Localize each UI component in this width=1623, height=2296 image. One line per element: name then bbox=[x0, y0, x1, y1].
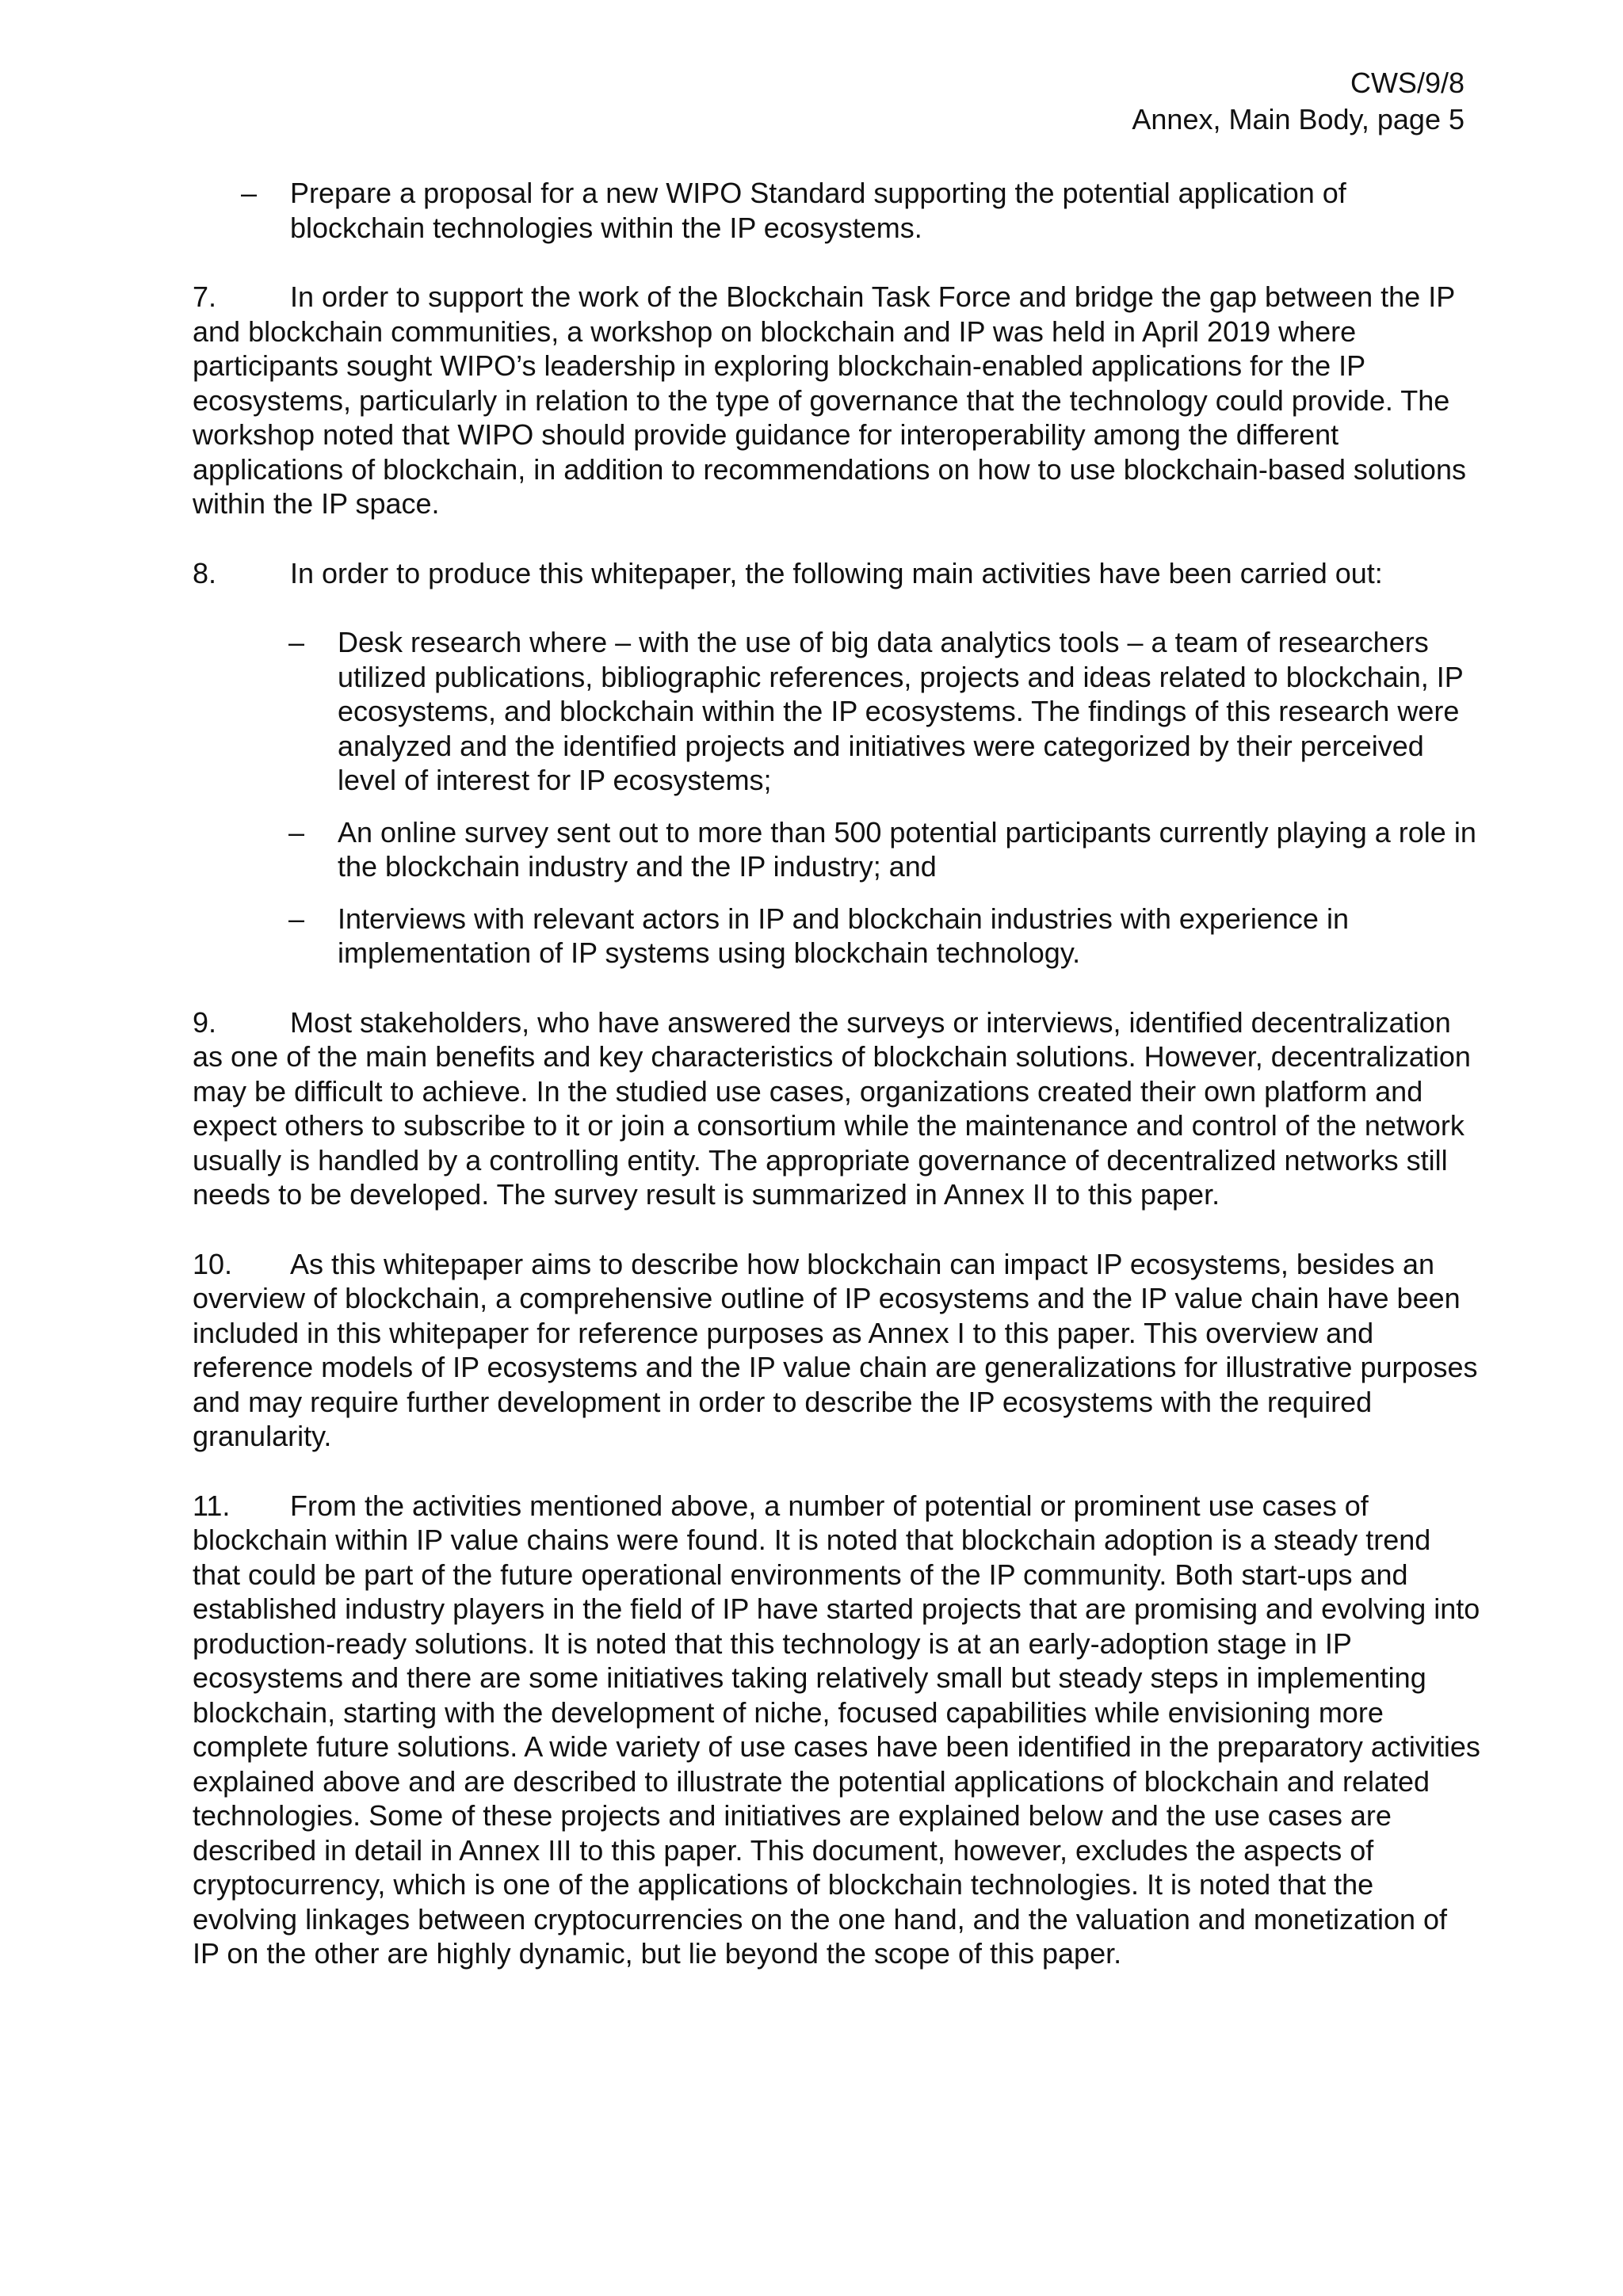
paragraph-number: 11. bbox=[193, 1489, 231, 1522]
list-item bbox=[193, 625, 1480, 798]
paragraph-10 bbox=[193, 1247, 1480, 1454]
intro-list-item bbox=[193, 176, 1480, 245]
paragraph-text: Most stakeholders, who have answered the surveys or interviews, identified decentralization as one of the main benefits and key characteristics of blockchain solutions. However, decentralization may be difficult to achieve. In the studied use cases, organizations created their own platform and expect others to subscribe to it or join a consortium while the maintenance and control of the network usually is handled by a controlling entity. The appropriate governance of decentralized networks still needs to be developed. The survey result is summarized in Annex II to this paper. bbox=[193, 1005, 1471, 1211]
activities-list bbox=[193, 625, 1480, 971]
page-reference: Annex, Main Body, page 5 bbox=[1132, 103, 1465, 135]
document-code: CWS/9/8 bbox=[1350, 67, 1465, 99]
list-item bbox=[193, 815, 1480, 884]
paragraph-text: From the activities mentioned above, a number of potential or prominent use cases of blockchain within IP value chains were found. It is noted that blockchain adoption is a steady trend that could be part of the future operational environments of the IP community. Both start-ups and established industry players in the field of IP have started projects that are promising and evolving into production-ready solutions. It is noted that this technology is at an early-adoption stage in IP ecosystems and there are some initiatives taking relatively small but steady steps in implementing blockchain, starting with the development of niche, focused capabilities while envisioning more complete future solutions. A wide variety of use cases have been identified in the preparatory activities explained above and are described to illustrate the potential applications of blockchain and related technologies. Some of these projects and initiatives are explained below and the use cases are described in detail in Annex III to this paper. This document, however, excludes the aspects of cryptocurrency, which is one of the applications of blockchain technologies. It is noted that the evolving linkages between cryptocurrencies on the one hand, and the valuation and monetization of IP on the other are highly dynamic, but lie beyond the scope of this paper. bbox=[193, 1489, 1480, 1970]
list-item bbox=[193, 902, 1480, 971]
dash-bullet: – bbox=[288, 902, 305, 935]
paragraph-number: 8. bbox=[193, 556, 217, 589]
paragraph-number: 9. bbox=[193, 1005, 217, 1039]
dash-bullet: – bbox=[288, 626, 305, 658]
list-item-text: An online survey sent out to more than 500 potential participants currently playing a role in the blockchain industry and the IP industry; and bbox=[338, 815, 1476, 883]
list-item-text: Desk research where – with the use of big data analytics tools – a team of researchers utilized publications, bibliographic references, projects and ideas related to blockchain, IP ecosystems, and blockchain within the IP ecosystems. The findings of this research were analyzed and the identified projects and initiatives were categorized by their perceived level of interest for IP ecosystems; bbox=[338, 626, 1464, 796]
paragraph-8 bbox=[193, 556, 1480, 591]
paragraph-text: In order to produce this whitepaper, the following main activities have been carried out: bbox=[290, 556, 1383, 589]
paragraph-text: In order to support the work of the Blockchain Task Force and bridge the gap between the IP and blockchain communities, a workshop on blockchain and IP was held in April 2019 where participants sought WIPO’s leadership in exploring blockchain-enabled applications for the IP ecosystems, particularly in relation to the type of governance that the technology could provide. The workshop noted that WIPO should provide guidance for interoperability among the different applications of blockchain, in addition to recommendations on how to use blockchain-based solutions within the IP space. bbox=[193, 280, 1466, 520]
list-item-text: Interviews with relevant actors in IP and blockchain industries with experience in implementation of IP systems using blockchain technology. bbox=[338, 902, 1349, 969]
paragraph-number: 7. bbox=[193, 280, 217, 313]
paragraph-11 bbox=[193, 1489, 1480, 1971]
dash-bullet: – bbox=[241, 177, 258, 209]
intro-list-item-text: Prepare a proposal for a new WIPO Standard supporting the potential application of blockchain technologies within the IP ecosystems. bbox=[290, 177, 1346, 244]
page-header bbox=[1132, 65, 1465, 138]
paragraph-number: 10. bbox=[193, 1247, 233, 1280]
paragraph-7 bbox=[193, 280, 1480, 521]
document-body bbox=[193, 176, 1480, 1971]
paragraph-9 bbox=[193, 1005, 1480, 1212]
dash-bullet: – bbox=[288, 815, 305, 849]
paragraph-text: As this whitepaper aims to describe how blockchain can impact IP ecosystems, besides an overview of blockchain, a comprehensive outline of IP ecosystems and the IP value chain have been included in this whitepaper for reference purposes as Annex I to this paper. This overview and reference models of IP ecosystems and the IP value chain are generalizations for illustrative purposes and may require further development in order to describe the IP ecosystems with the required granularity. bbox=[193, 1247, 1478, 1452]
